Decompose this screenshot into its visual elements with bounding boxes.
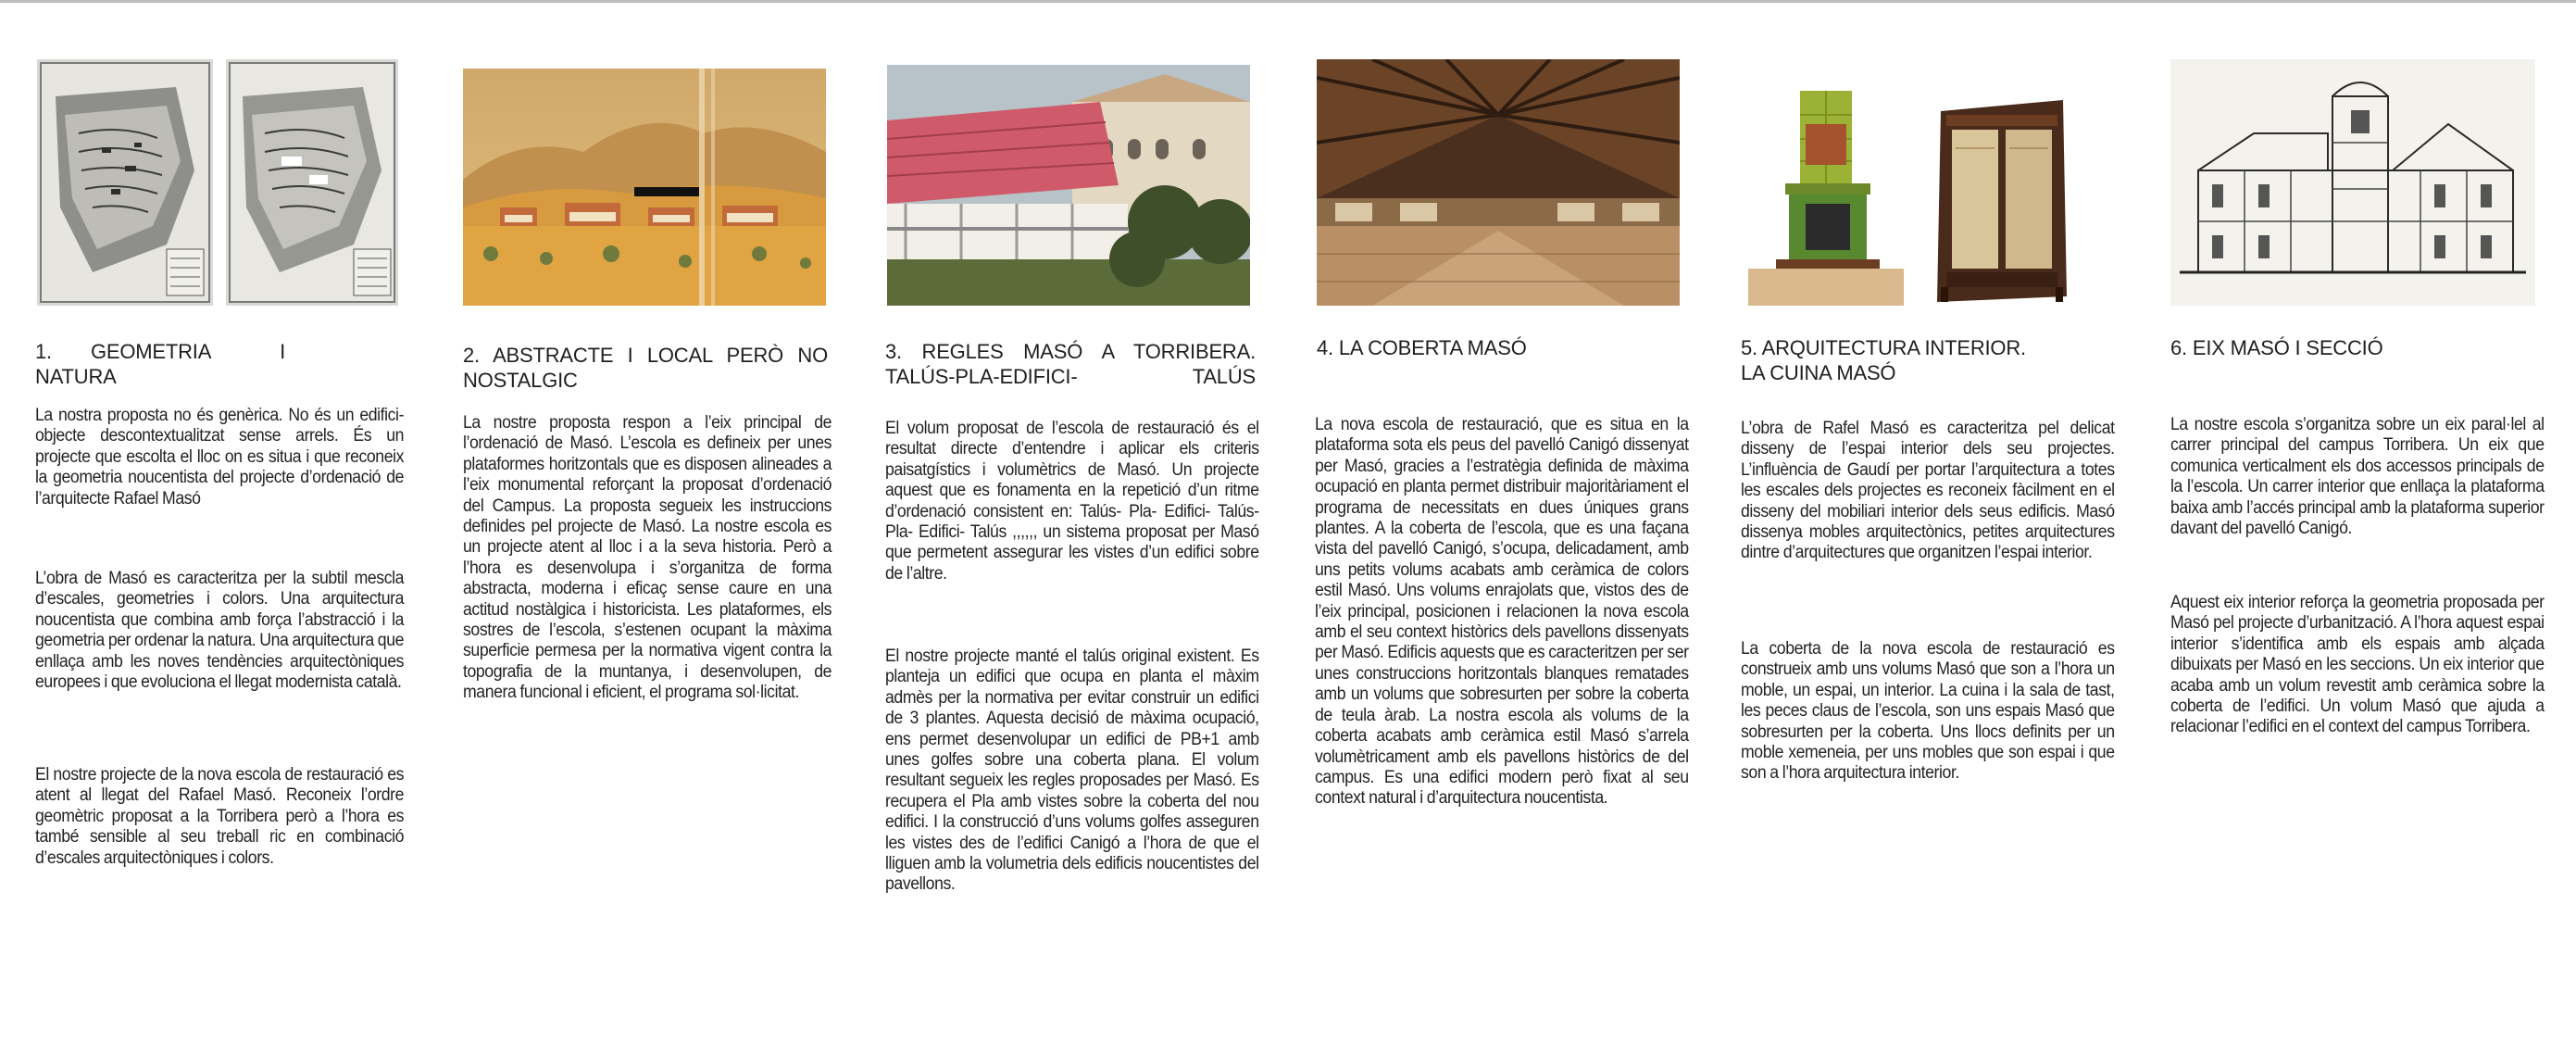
section-heading: 2. ABSTRACTE I LOCAL PERÒ NO NOSTALGIC xyxy=(463,344,828,392)
section-heading xyxy=(1741,335,2106,385)
tiled-roof-buildings-photo-icon xyxy=(887,65,1250,306)
section-heading: 1. GEOMETRIA I NATURA xyxy=(35,340,285,388)
section-heading-line: 5. ARQUITECTURA INTERIOR. xyxy=(1741,336,2026,359)
top-rule xyxy=(0,0,2576,3)
section-paragraph: El volum proposat de l’escola de restauració és el resultat directe d’entendre i aplicar els criteris paisatgístics i volumètrics de Masó. Un projecte aquest que es fonamenta en la repetició d’un ritme d’ordenació consistent en: Talús- Pla- Edifici- Talús- Pla- Edifici- Talús ,,,,,, un sistema proposat per Masó que permetent assegurar les vistes d’un edifici sobre de l’altre. xyxy=(885,419,1259,584)
section-paragraph: La nostra proposta no és genèrica. No és un edifici-objecte descontextualitzat sense arrels. És un projecte que escolta el lloc on es situa i que reconeix la geometria noucentista del projecte d’ordenació de l’arquitecte Rafael Masó xyxy=(35,406,405,508)
section-heading: 4. LA COBERTA MASÓ xyxy=(1317,336,1527,359)
section-heading: 6. EIX MASÓ I SECCIÓ xyxy=(2170,336,2383,359)
section-heading-line: LA CUINA MASÓ xyxy=(1741,361,1896,384)
section-paragraph: L’obra de Masó es caracteritza per la subtil mescla d’escales, geometries i colors. Una arquitectura noucentista que combina amb força l’abstracció i la geometria per ordenar la natura. Una arquitectura que enllaça amb les noves tendències arquitectòniques europees i que evoluciona el llegat modernista català. xyxy=(35,569,405,693)
site-plan-drawing-icon xyxy=(37,59,213,306)
section-paragraph: La coberta de la nova escola de restauració es construeix amb uns volums Masó que son a l’hora un moble, un espai, un interior. La cuina i la sala de tast, les peces claus de l’escola, son uns espais Masó que sobresurten per la coberta. Uns llocs definits per un moble xemeneia, per uns mobles que son espai i que son a l’hora arquitectura interior. xyxy=(1741,639,2115,784)
wooden-cabinet-furniture-icon xyxy=(1928,93,2076,306)
wooden-roof-interior-photo-icon xyxy=(1317,59,1680,306)
section-paragraph: La nova escola de restauració, que es situa en la plataforma sota els peus del pavelló Canigó dissenyat per Masó, gracies a l’estratègia definida de màxima ocupació en planta permet distribuir majoritàriament el programa de necessitats en dues úniques grans plantes. A la coberta de l’escola, que es una façana vista del pavelló Canigó, s’ocupa, delicadament, amb uns petits volums acabats amb ceràmica de colors estil Masó. Uns volums enrajolats que, vistos des de l’eix principal, posicionen i relacionen la nova escola amb el seu context històrics dels pavellons dissenyats per Masó. Edificis aquests que es caracteritzen per ser unes construccions horitzontals blanques rematades amb un volums que sobresurten per sobre la coberta de teula àrab. La nostra escola als volums de la coberta acabats amb ceràmica estil Masó s’arrela volumètricament amb els pavellons històrics de del campus. Es una edifici modern però fixat al seu context natural i d’arquitectura noucentista. xyxy=(1315,415,1689,809)
landscape-painting-icon xyxy=(463,69,826,306)
site-plan-drawing-icon xyxy=(226,59,398,306)
section-paragraph: Aquest eix interior reforça la geometria proposada per Masó pel projecte d’urbanització. A l’hora aquest espai interior s’identifica amb els espais amb alçada dibuixats per Masó en les seccions. Un eix interior que acaba amb un volum revestit amb ceràmica sobre la coberta de l’edifici. Un volum Masó que ajuda a relacionar l’edifici en el context del campus Torribera. xyxy=(2170,593,2545,737)
section-paragraph: La nostre escola s’organitza sobre un eix paral·lel al carrer principal del campus Torribera. Un eix que comunica verticalment els dos accessos principals de la l’escola. Un carrer interior que enllaça la plataforma baixa amb l’accés principal amb la plataforma superior davant del pavelló Canigó. xyxy=(2170,415,2545,539)
tiled-fireplace-furniture-icon xyxy=(1748,87,1904,306)
section-paragraph: El nostre projecte manté el talús original existent. Es planteja un edifici que ocupa en planta el màxim admès per la normativa per evitar construir un edifici de 3 plantes. Aquesta decisió de màxima ocupació, ens permet desenvolupar un edifici de PB+1 amb unes golfes sobre una coberta plana. El volum resultant segueix les regles proposades per Masó. Es recupera el Pla amb vistes sobre la coberta del nou edifici. I la construcció d’uns volums golfes asseguren les vistes des de l’edifici Canigó a l’hora de que el lliguen amb la volumetria dels edificis noucentistes del pavellons. xyxy=(885,647,1259,895)
building-section-drawing-icon xyxy=(2170,59,2535,306)
section-heading: 3. REGLES MASÓ A TORRIBERA. TALÚS-PLA-EDIFICI- TALÚS xyxy=(885,340,1256,388)
section-paragraph: L’obra de Rafel Masó es caracteritza pel delicat disseny de l’espai interior dels seu projectes. L’influència de Gaudí per portar l’arquitectura a totes les escales dels projectes es reconeix fàcilment en el disseny del mobiliari interior dels seus edificis. Masó dissenya mobles arquitectònics, petites arquitectures dintre d’arquitectures que organitzen l’espai interior. xyxy=(1741,419,2115,563)
section-paragraph: La nostre proposta respon a l’eix principal de l’ordenació de Masó. L’escola es defineix per unes plataformes horitzontals que es disposen alineades a l’eix monumental reforçant la proposat d’ordenació del Campus. La proposta segueix les instruccions definides pel projecte de Masó. La nostre escola es un projecte atent al lloc i a la seva historia. Però a l’hora es desenvolupa i s’organitza de forma abstracta, moderna i eficaç sense caure en una actitud nostàlgica i historicista. Les plataformes, els sostres de l’escola, s’estenen ocupant la màxima superficie permesa per la normativa vigent contra la topografia de la muntanya, i desenvolupen, de manera funcional i eficient, el programa sol·licitat. xyxy=(463,413,832,703)
section-paragraph: El nostre projecte de la nova escola de restauració es atent al llegat del Rafael Masó. Reconeix l’ordre geomètric proposat a la Torribera però a l’hora es també sensible al seu treball ric en combinació d’escales arquitectòniques i colors. xyxy=(35,765,405,868)
